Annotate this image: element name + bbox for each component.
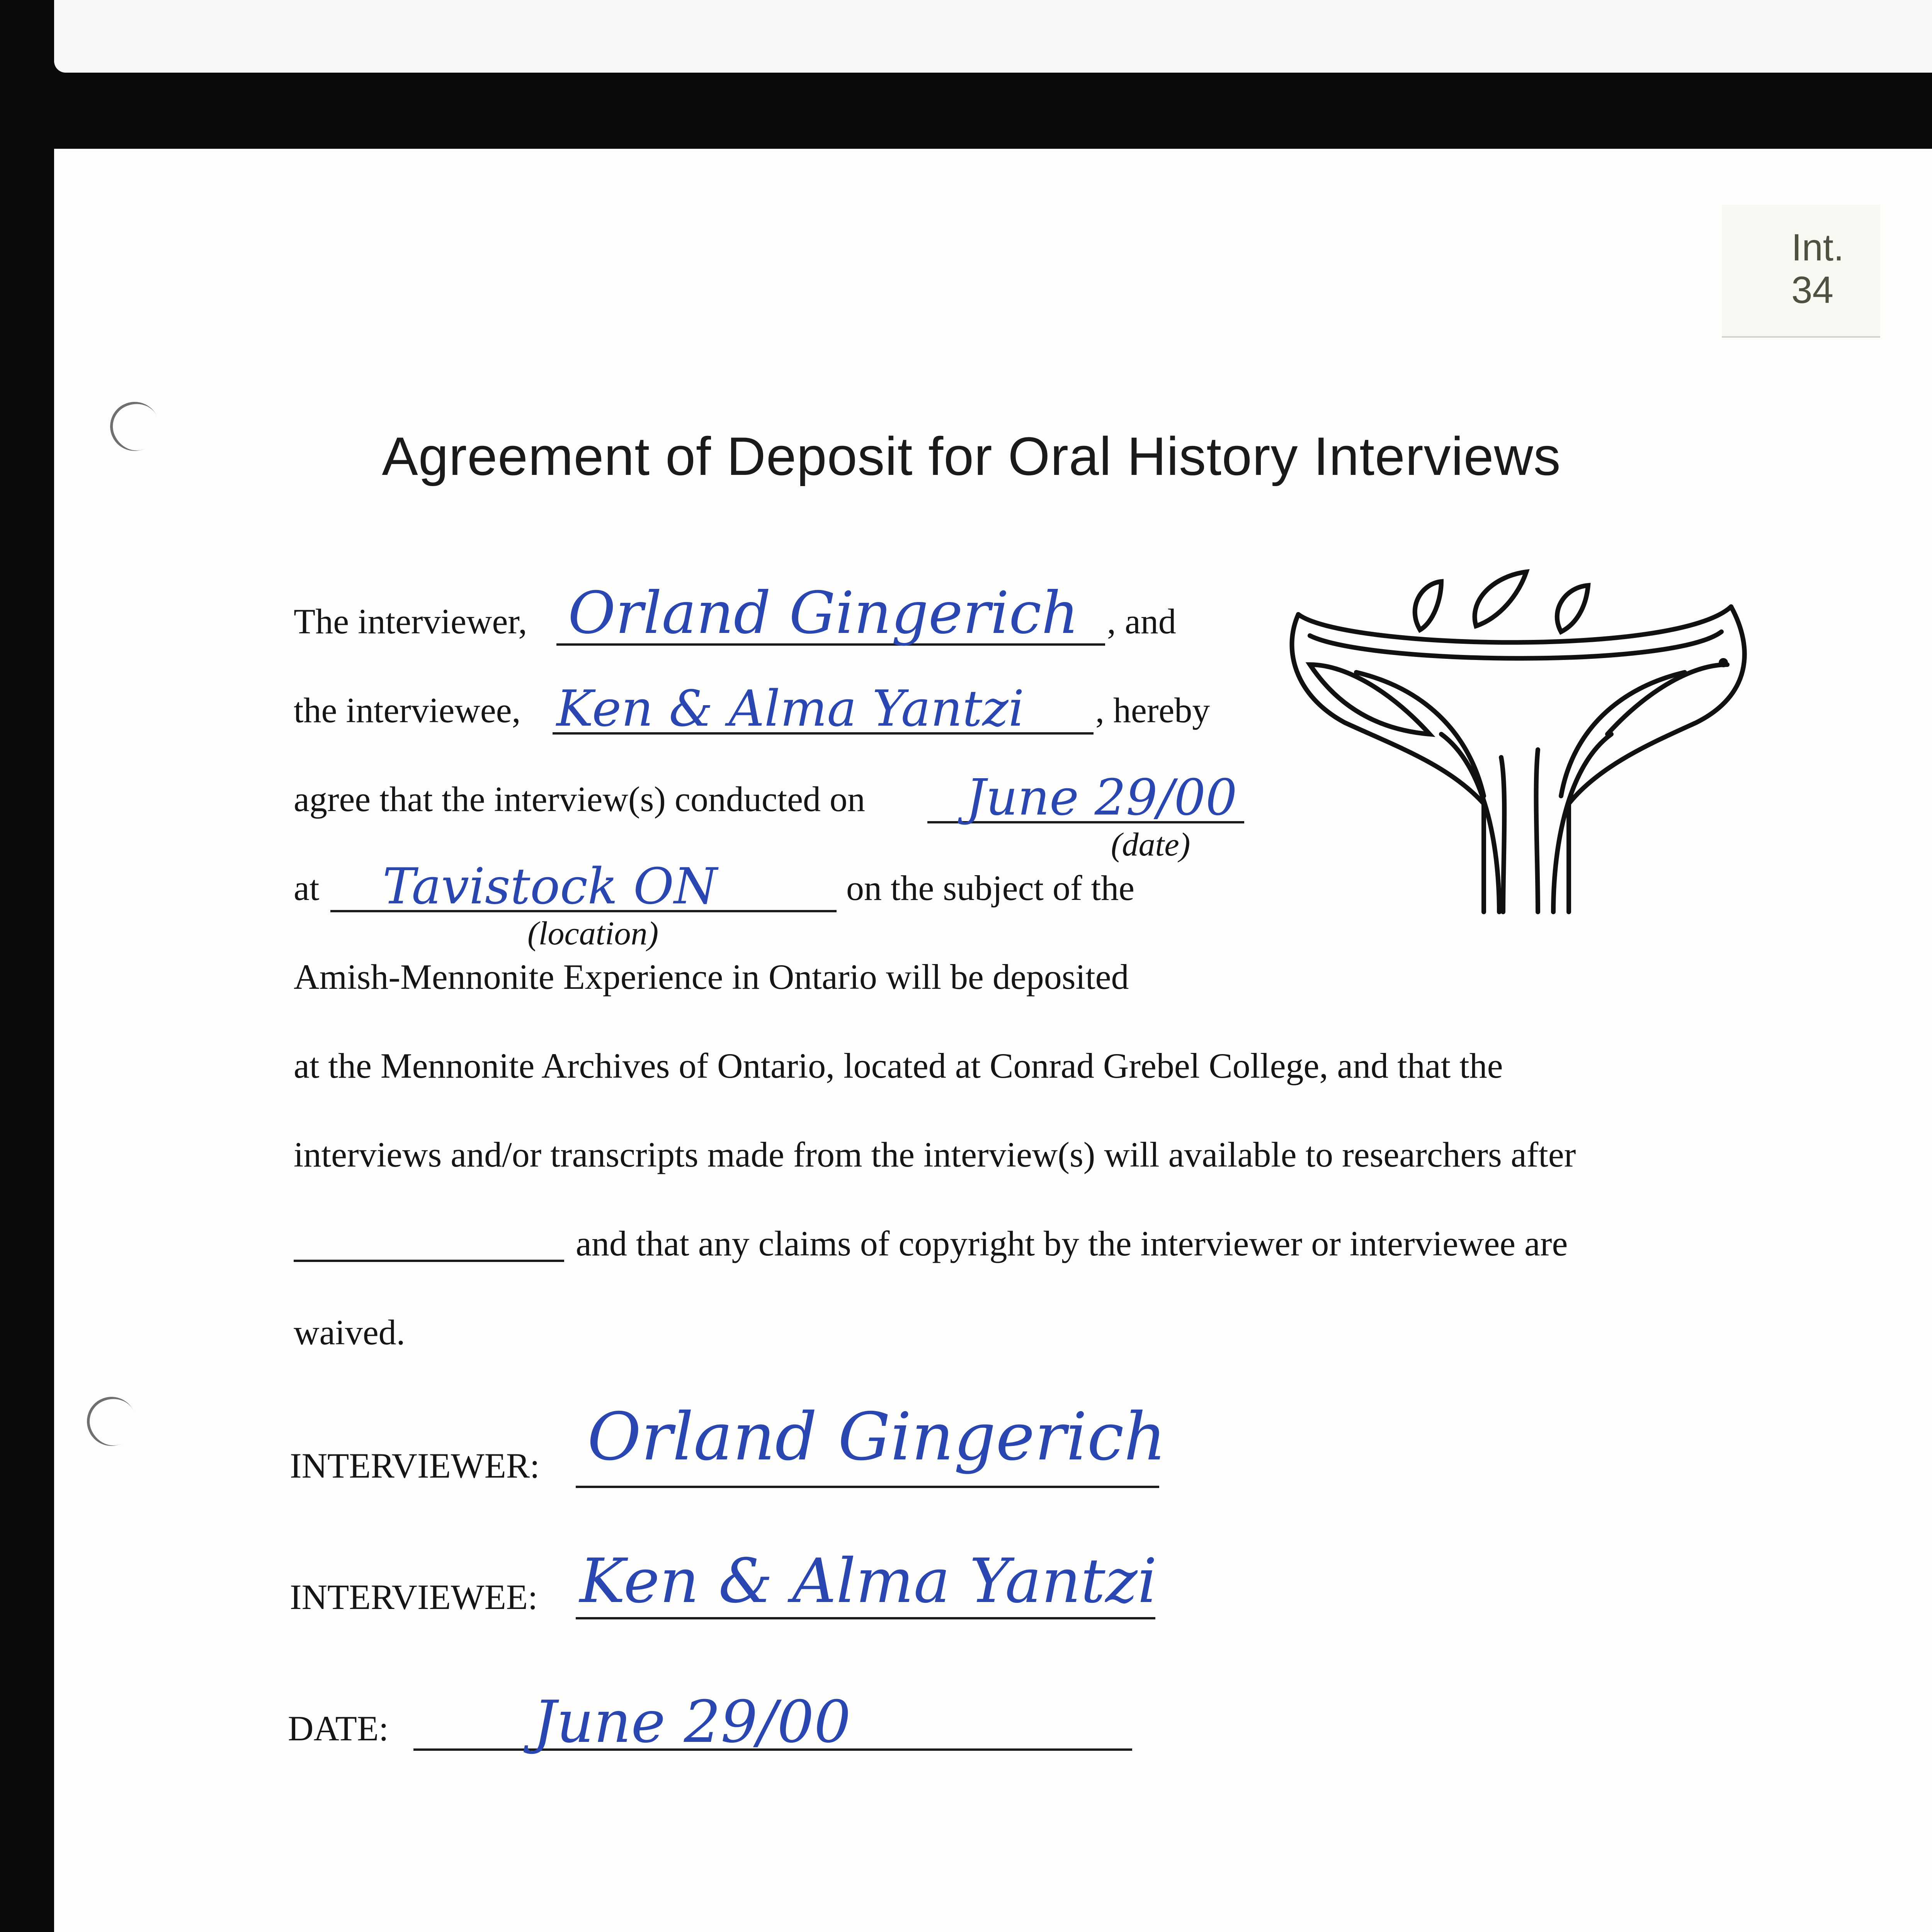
- interviewee-signature-line: [576, 1617, 1155, 1619]
- and-text: , and: [1107, 602, 1176, 641]
- date-signature-label: DATE:: [288, 1709, 389, 1748]
- interviewee-signature: Ken & Alma Yantzi: [580, 1546, 1157, 1617]
- tag-label: Int.: [1791, 226, 1844, 269]
- interview-number-tag: [1722, 205, 1880, 338]
- availability-blank-line: [294, 1260, 564, 1262]
- location-caption: (location): [527, 915, 659, 952]
- paragraph-line: interviews and/or transcripts made from the interview(s) will available to researchers after: [294, 1135, 1576, 1174]
- mennonite-archives-logo: [1267, 549, 1777, 920]
- date-signature-handwritten: June 29/00: [533, 1689, 851, 1756]
- date-caption: (date): [1111, 826, 1190, 863]
- interviewer-signature-line: [576, 1486, 1159, 1488]
- paragraph-line: and that any claims of copyright by the interviewer or interviewee are: [576, 1224, 1568, 1263]
- date-handwritten: June 29/00: [966, 769, 1237, 827]
- location-handwritten: Tavistock ON: [383, 858, 718, 915]
- agree-text: agree that the interview(s) conducted on: [294, 779, 866, 819]
- interviewer-name-handwritten: Orland Gingerich: [568, 580, 1079, 647]
- subject-text: on the subject of the: [846, 868, 1135, 908]
- previous-page-edge: [54, 0, 1932, 73]
- at-text: at: [294, 868, 320, 908]
- interviewee-name-handwritten: Ken & Alma Yantzi: [556, 680, 1024, 738]
- tag-number: 34: [1791, 269, 1834, 311]
- paragraph-line: waived.: [294, 1313, 405, 1352]
- hereby-text: , hereby: [1095, 690, 1210, 730]
- document-page: [54, 149, 1932, 1932]
- paragraph-line: Amish-Mennonite Experience in Ontario will be deposited: [294, 957, 1129, 997]
- page-title: Agreement of Deposit for Oral History Interviews: [382, 426, 1561, 486]
- interviewee-label: the interviewee,: [294, 690, 521, 730]
- interviewer-signature-label: INTERVIEWER:: [290, 1446, 540, 1485]
- interviewee-signature-label: INTERVIEWEE:: [290, 1577, 538, 1617]
- paragraph-line: at the Mennonite Archives of Ontario, located at Conrad Grebel College, and that the: [294, 1046, 1503, 1085]
- interviewer-signature: Orland Gingerich: [587, 1399, 1167, 1475]
- interviewer-label: The interviewer,: [294, 602, 527, 641]
